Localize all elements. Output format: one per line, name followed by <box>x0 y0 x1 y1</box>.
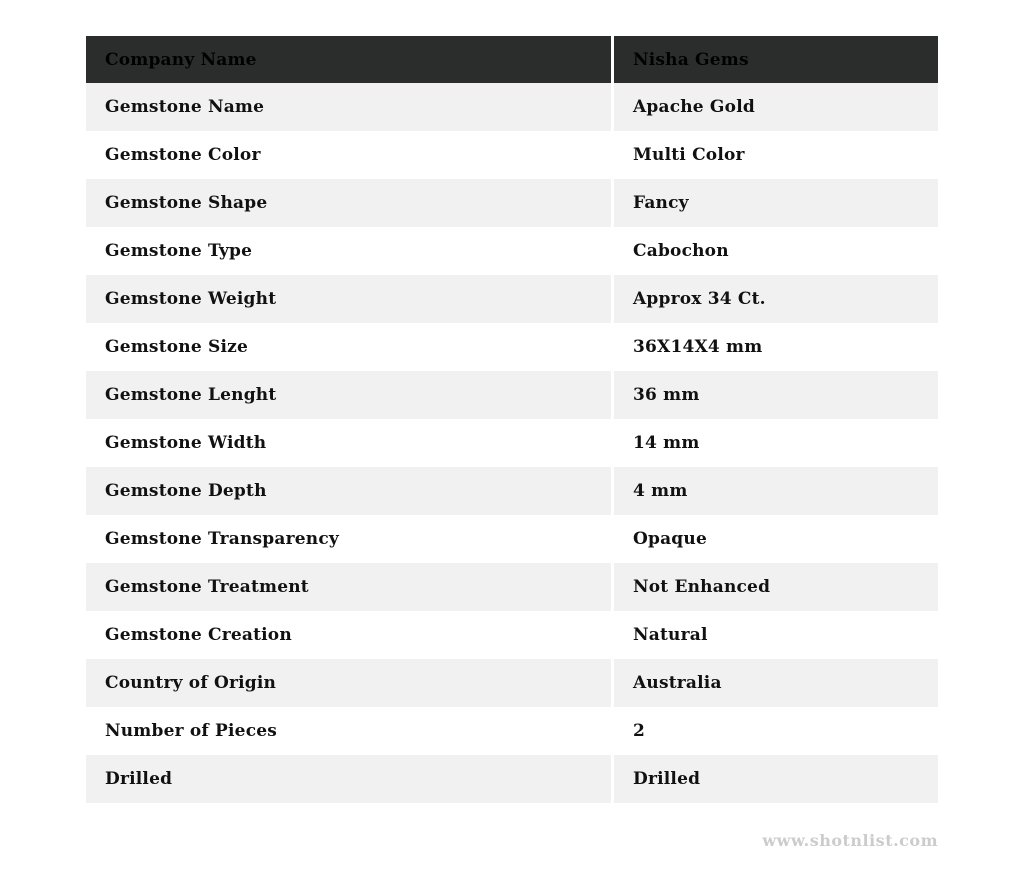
spec-label-cell: Number of Pieces <box>86 707 611 755</box>
spec-value-cell: Fancy <box>614 179 938 227</box>
table-row <box>86 83 938 131</box>
spec-value-cell: 36X14X4 mm <box>614 323 938 371</box>
table-row <box>86 323 938 371</box>
spec-value-cell: 14 mm <box>614 419 938 467</box>
spec-label-cell: Gemstone Creation <box>86 611 611 659</box>
watermark-text: www.shotnlist.com <box>762 831 938 850</box>
spec-label-cell: Gemstone Size <box>86 323 611 371</box>
spec-value-cell: Apache Gold <box>614 83 938 131</box>
table-row <box>86 275 938 323</box>
table-row <box>86 419 938 467</box>
spec-label-cell: Gemstone Color <box>86 131 611 179</box>
spec-label-cell: Country of Origin <box>86 659 611 707</box>
table-row <box>86 515 938 563</box>
spec-value-cell: 2 <box>614 707 938 755</box>
spec-table-body <box>86 83 938 803</box>
spec-label-cell: Gemstone Lenght <box>86 371 611 419</box>
table-row <box>86 611 938 659</box>
spec-value-cell: Australia <box>614 659 938 707</box>
spec-label-cell: Gemstone Weight <box>86 275 611 323</box>
company-value-header-cell: Nisha Gems <box>614 36 938 83</box>
spec-value-cell: Not Enhanced <box>614 563 938 611</box>
spec-value-cell: Natural <box>614 611 938 659</box>
table-row <box>86 179 938 227</box>
spec-label-cell: Gemstone Transparency <box>86 515 611 563</box>
gemstone-spec-table <box>86 36 938 803</box>
table-row <box>86 659 938 707</box>
table-row <box>86 467 938 515</box>
table-header-row <box>86 36 938 83</box>
table-row <box>86 227 938 275</box>
spec-label-cell: Gemstone Shape <box>86 179 611 227</box>
spec-label-cell: Gemstone Type <box>86 227 611 275</box>
spec-label-cell: Gemstone Treatment <box>86 563 611 611</box>
table-row <box>86 131 938 179</box>
table-row <box>86 371 938 419</box>
spec-value-cell: 4 mm <box>614 467 938 515</box>
spec-label-cell: Gemstone Depth <box>86 467 611 515</box>
spec-value-cell: Multi Color <box>614 131 938 179</box>
spec-label-cell: Drilled <box>86 755 611 803</box>
company-name-header-cell: Company Name <box>86 36 611 83</box>
spec-label-cell: Gemstone Width <box>86 419 611 467</box>
table-row <box>86 563 938 611</box>
spec-value-cell: Approx 34 Ct. <box>614 275 938 323</box>
spec-value-cell: Drilled <box>614 755 938 803</box>
table-row <box>86 707 938 755</box>
spec-value-cell: Opaque <box>614 515 938 563</box>
table-row <box>86 755 938 803</box>
spec-label-cell: Gemstone Name <box>86 83 611 131</box>
spec-value-cell: Cabochon <box>614 227 938 275</box>
spec-value-cell: 36 mm <box>614 371 938 419</box>
